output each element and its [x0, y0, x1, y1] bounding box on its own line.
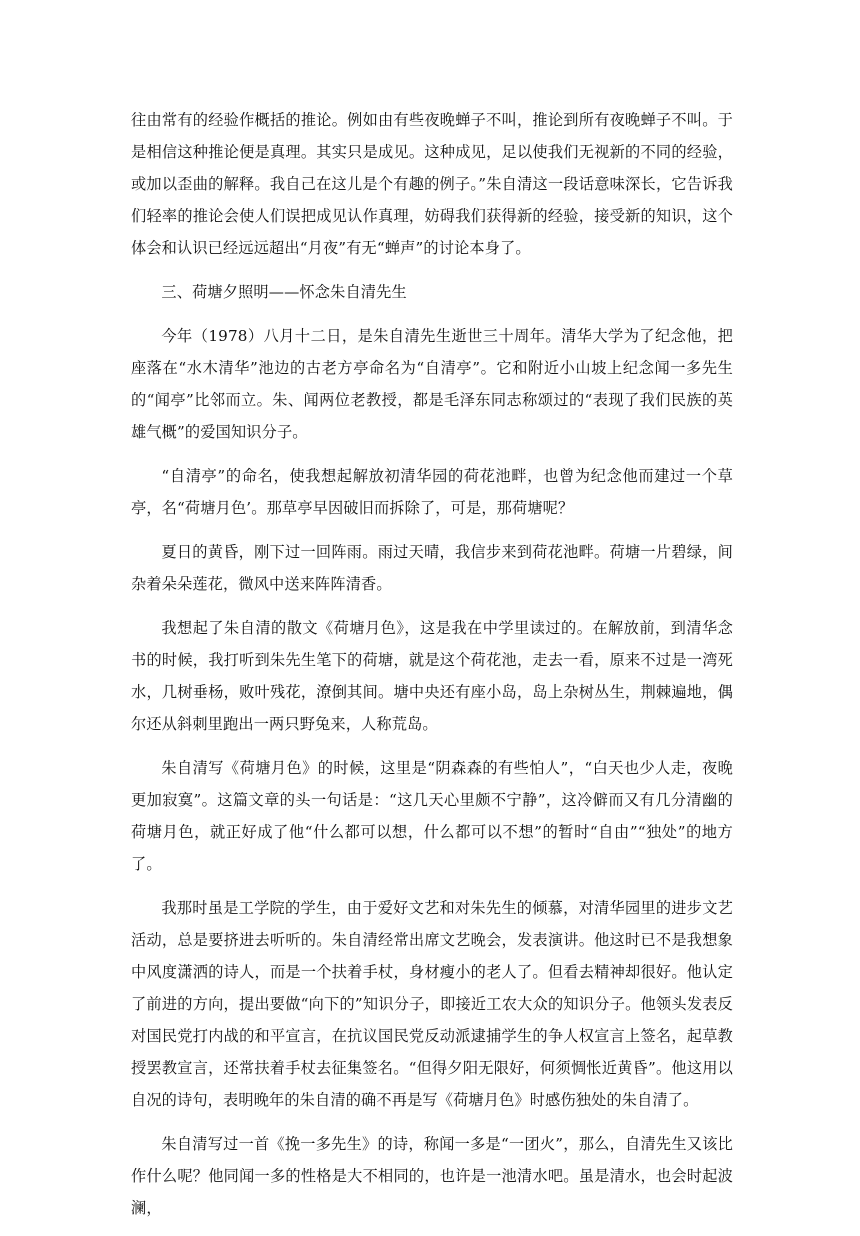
paragraph-continuation: 往由常有的经验作概括的推论。例如由有些夜晚蝉子不叫，推论到所有夜晚蝉子不叫。于是相信这种推论便是真理。其实只是成见。这种成见，足以使我们无视新的不同的经验，或加以歪曲的解释。我自己在这儿是个有趣的例子。”朱自清这一段话意味深长，它告诉我们轻率的推论会使人们误把成见认作真理，妨碍我们获得新的经验，接受新的知识，这个体会和认识已经远远超出“月夜”有无“蝉声”的讨论本身了。 — [131, 111, 733, 257]
document-body — [131, 104, 733, 1236]
paragraph: “自清亭”的命名，使我想起解放初清华园的荷花池畔，也曾为纪念他而建过一个草亭，名“荷塘月色’。那草亭早因破旧而拆除了，可是，那荷塘呢？ — [131, 467, 733, 517]
paragraph: 朱自清写《荷塘月色》的时候，这里是“阴森森的有些怕人”，“白天也少人走，夜晚更加寂寞”。这篇文章的头一句话是：“这几天心里颇不宁静”，这冷僻而又有几分清幽的荷塘月色，就正好成了他“什么都可以想，什么都可以不想”的暂时“自由”“独处”的地方了。 — [131, 759, 733, 873]
paragraph: 我想起了朱自清的散文《荷塘月色》，这是我在中学里读过的。在解放前，到清华念书的时候，我打听到朱先生笔下的荷塘，就是这个荷花池，走去一看，原来不过是一湾死水，几树垂杨，败叶残花，潦倒其间。塘中央还有座小岛，岛上杂树丛生，荆棘遍地，偶尔还从斜刺里跑出一两只野兔来，人称荒岛。 — [131, 619, 733, 733]
section-heading: 三、荷塘夕照明——怀念朱自清先生 — [161, 283, 407, 301]
paragraph: 夏日的黄昏，刚下过一回阵雨。雨过天晴，我信步来到荷花池畔。荷塘一片碧绿，间杂着朵朵莲花，微风中送来阵阵清香。 — [131, 543, 733, 593]
paragraph: 朱自清写过一首《挽一多先生》的诗，称闻一多是“一团火”，那么，自清先生又该比作什么呢？他同闻一多的性格是大不相同的，也许是一池清水吧。虽是清水，也会时起波澜， — [131, 1135, 733, 1217]
paragraph: 我那时虽是工学院的学生，由于爱好文艺和对朱先生的倾慕，对清华园里的进步文艺活动，总是要挤进去听听的。朱自清经常出席文艺晚会，发表演讲。他这时已不是我想象中风度潇洒的诗人，而是一个扶着手杖，身材瘦小的老人了。但看去精神却很好。他认定了前进的方向，提出要做“向下的”知识分子，即接近工农大众的知识分子。他领头发表反对国民党打内战的和平宣言，在抗议国民党反动派逮捕学生的争人权宣言上签名，起草教授罢教宣言，还常扶着手杖去征集签名。“但得夕阳无限好，何须惆怅近黄昏”。他这用以自况的诗句，表明晚年的朱自清的确不再是写《荷塘月色》时感伤独处的朱自清了。 — [131, 899, 733, 1109]
paragraph: 今年（1978）八月十二日，是朱自清先生逝世三十周年。清华大学为了纪念他，把座落在“水木清华”池边的古老方亭命名为“自清亭”。它和附近小山坡上纪念闻一多先生的“闻亭”比邻而立。朱、闻两位老教授，都是毛泽东同志称颂过的“表现了我们民族的英雄气概”的爱国知识分子。 — [131, 327, 733, 441]
